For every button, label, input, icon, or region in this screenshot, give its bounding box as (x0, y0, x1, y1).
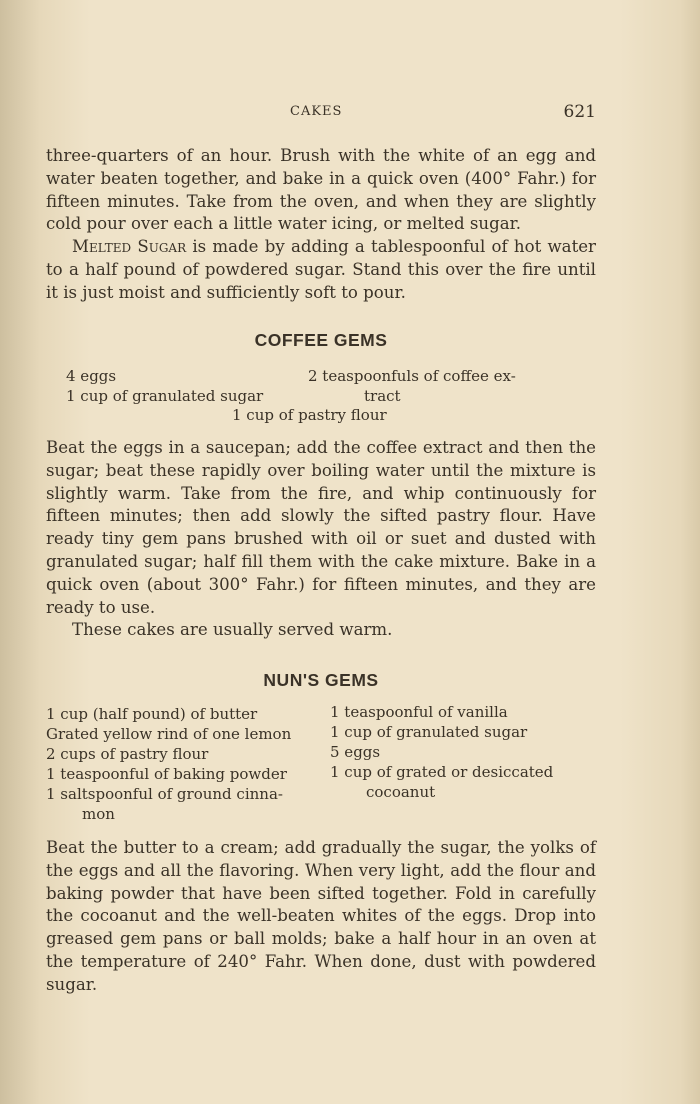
ingredient-line: 4 eggs (66, 367, 117, 385)
nuns-gems-ingredients-right (330, 702, 553, 802)
ingredient-line: cocoanut (366, 783, 436, 801)
intro-paragraph: three-quarters of an hour. Brush with the white of an egg and water beaten together, and bake in a quick oven (400° Fahr.) for fifteen minutes. Take from the oven, and when they are slightly cold pour over each a little water icing, or melted sugar. (46, 146, 596, 234)
ingredient-line: 1 cup of granulated sugar (330, 723, 528, 741)
melted-sugar-paragraph (46, 236, 596, 304)
ingredient-line: 1 teaspoonful of baking powder (46, 765, 287, 783)
ingredient-line: 1 cup (half pound) of butter (46, 705, 258, 723)
ingredient-line: 2 cups of pastry flour (46, 745, 209, 763)
coffee-gems-ingredients-left (66, 366, 263, 406)
coffee-gems-ingredient-center: 1 cup of pastry flour (232, 406, 387, 424)
ingredient-line: 2 teaspoonfuls of coffee ex- (308, 367, 516, 385)
coffee-gems-title: COFFEE GEMS (254, 330, 388, 350)
nuns-gems-ingredients-left (46, 704, 291, 824)
running-title: CAKES (290, 104, 343, 119)
coffee-gems-ingredients-right (308, 366, 516, 406)
nuns-gems-method: Beat the butter to a cream; add gradually the sugar, the yolks of the eggs and all the flavoring. When very light, add the flour and baking powder that have been sifted together. Fold in carefully the cocoanut and the well-beaten whites of the eggs. Drop into greased gem pans or ball molds; bake a half hour in an oven at the temperature of 240° Fahr. When done, dust with powdered sugar. (46, 838, 596, 994)
ingredient-line: 5 eggs (330, 743, 381, 761)
melted-sugar-text: is made by adding a tablespoonful of hot water to a half pound of powdered sugar. Stand this over the fire until it is just moist and sufficiently soft to pour. (46, 237, 596, 302)
running-head (46, 102, 596, 126)
page-number: 621 (563, 102, 596, 122)
coffee-gems-note: These cakes are usually served warm. (72, 620, 393, 639)
ingredient-line: tract (364, 387, 401, 405)
ingredient-line: 1 cup of grated or desiccated (330, 763, 554, 781)
melted-sugar-lead: Melted Sugar (72, 237, 187, 256)
ingredient-line: mon (82, 805, 115, 823)
coffee-gems-method: Beat the eggs in a saucepan; add the coffee extract and then the sugar; beat these rapidly over boiling water until the mixture is slightly warm. Take from the fire, and whip continuously for fifteen minutes; then add slowly the sifted pastry flour. Have ready tiny gem pans brushed with oil or suet and dusted with granulated sugar; half fill them with the cake mixture. Bake in a quick oven (about 300° Fahr.) for fifteen minutes, and they are ready to use. (46, 438, 596, 617)
nuns-gems-title: NUN'S GEMS (263, 670, 379, 690)
ingredient-line: 1 saltspoonful of ground cinna- (46, 785, 283, 803)
ingredient-line: 1 cup of granulated sugar (66, 387, 264, 405)
ingredient-line: Grated yellow rind of one lemon (46, 725, 292, 743)
ingredient-line: 1 teaspoonful of vanilla (330, 703, 508, 721)
